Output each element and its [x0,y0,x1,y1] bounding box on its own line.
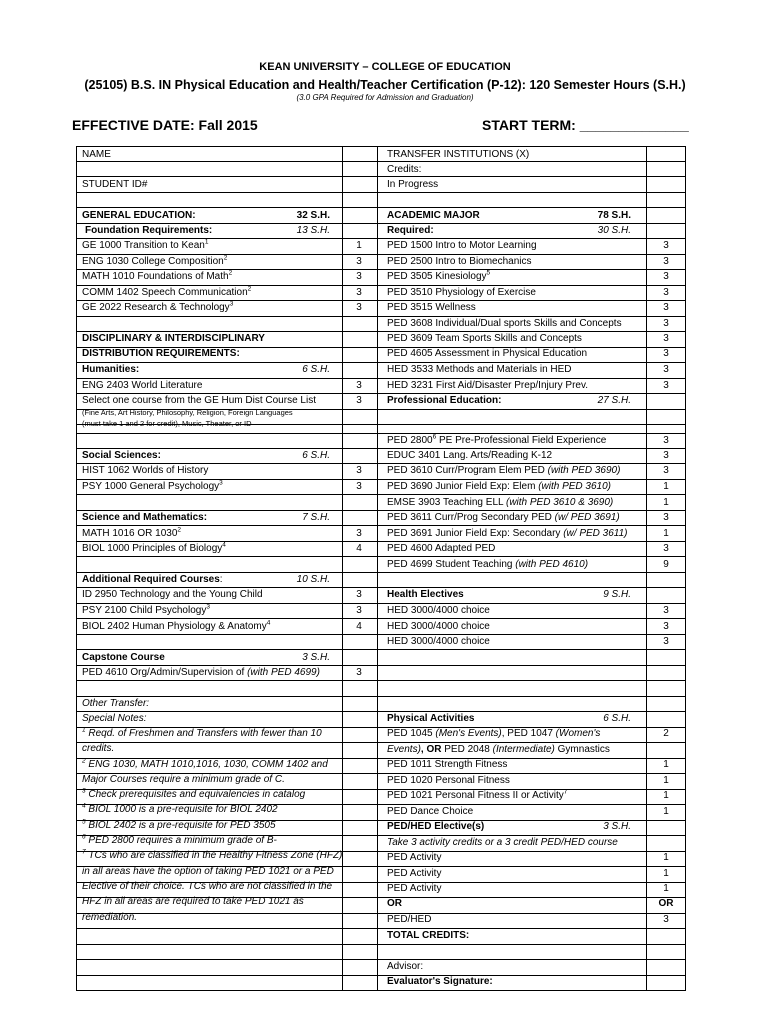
credit-ped4610: 3 [356,667,362,678]
student-id-label: STUDENT ID# [82,179,148,190]
course-ped1011: PED 1011 Strength Fitness [387,759,508,770]
course-ped-hed: PED/HED [387,914,432,925]
credit-id2950: 3 [356,589,362,600]
course-ped4610: PED 4610 Org/Admin/Supervision of (with PED 4699) [82,667,320,678]
footnote: $^6$ PED 2800 requires a minimum grade of B- [82,833,277,847]
credit-hed3533: 3 [663,364,669,375]
course-ped1020: PED 1020 Personal Fitness [387,775,510,786]
elective-instructions: Take 3 activity credits or a 3 credit PED/HED course [387,837,618,848]
course-hed-choice: HED 3000/4000 choice [387,605,490,616]
credit-psy2100: 3 [356,605,362,616]
credit-ped-activity: 1 [663,868,669,879]
science-math-heading: Science and Mathematics: 7 S.H. [82,512,330,523]
total-credits-label: TOTAL CREDITS: [387,930,470,941]
course-select-hum: Select one course from the GE Hum Dist Course List [82,395,316,406]
credits-label: Credits: [387,164,422,175]
credit-psy1000: 3 [356,481,362,492]
course-ped2500: PED 2500 Intro to Biomechanics [387,256,532,267]
credit-ped1500: 3 [663,240,669,251]
course-comm1402: COMM 1402 Speech Communication$^2$ [82,285,252,298]
special-notes-label: Special Notes: [82,713,147,724]
health-electives-heading: Health Electives 9 S.H. [387,589,631,600]
course-biol2402: BIOL 2402 Human Physiology & Anatomy$^4$ [82,619,271,632]
grid-row-line [76,944,686,945]
humanities-heading: Humanities: 6 S.H. [82,364,330,375]
course-biol1000: BIOL 1000 Principles of Biology$^4$ [82,541,226,554]
course-eng1030: ENG 1030 College Composition$^2$ [82,254,228,267]
course-ge2022: GE 2022 Research & Technology$^3$ [82,300,234,313]
gen-ed-heading: GENERAL EDUCATION: 32 S.H. [82,210,330,221]
credit-hist1062: 3 [356,465,362,476]
credit-ped3691: 1 [663,528,669,539]
credit-ped4600: 3 [663,543,669,554]
in-progress-label: In Progress [387,179,439,190]
course-ge1000: GE 1000 Transition to Kean$^1$ [82,238,209,251]
credit-ped3510: 3 [663,287,669,298]
credit-ped3505: 3 [663,271,669,282]
credit-hed-choice: 3 [663,605,669,616]
course-ped1021: PED 1021 Personal Fitness II or Activity$^7$ [387,788,568,801]
course-math1016: MATH 1016 OR 1030$^2$ [82,526,182,539]
credit-emse3903: 1 [663,497,669,508]
credit-comm1402: 3 [356,287,362,298]
credit-ped4605: 3 [663,348,669,359]
credit-ped1021: 1 [663,790,669,801]
course-dance: PED Dance Choice [387,806,474,817]
credit-ped1020: 1 [663,775,669,786]
credit-select-hum: 3 [356,395,362,406]
credit-educ3401: 3 [663,450,669,461]
social-sciences-heading: Social Sciences: 6 S.H. [82,450,330,461]
credit-ped3515: 3 [663,302,669,313]
footnotes [82,726,344,925]
credit-math1010: 3 [356,271,362,282]
credit-ped3608: 3 [663,318,669,329]
fine-arts-note-1: (Fine Arts, Art History, Philosophy, Religion, Foreign Languages [82,408,293,417]
additional-heading: Additional Required Courses: 10 S.H. [82,574,330,585]
major-heading: ACADEMIC MAJOR 78 S.H. [387,210,631,221]
university-title: KEAN UNIVERSITY – COLLEGE OF EDUCATION [259,61,511,73]
course-ped3505: PED 3505 Kinesiology$^5$ [387,269,491,282]
course-educ3401: EDUC 3401 Lang. Arts/Reading K-12 [387,450,553,461]
or-credit-label: OR [658,898,674,909]
start-term: START TERM: ______________ [482,117,689,133]
transfer-label: TRANSFER INSTITUTIONS (X) [387,149,530,160]
footnote: $^4$ BIOL 1000 is a pre-requisite for BIOL 2402 [82,803,278,816]
or-label: OR [387,898,402,909]
course-ped3610: PED 3610 Curr/Program Elem PED (with PED 3690) [387,465,621,476]
course-psy1000: PSY 1000 General Psychology$^3$ [82,479,223,492]
credit-ped4699: 9 [663,559,669,570]
foundation-heading: Foundation Requirements: 13 S.H. [85,225,330,236]
course-ped3608: PED 3608 Individual/Dual sports Skills and Concepts [387,318,622,329]
credit-ped3611: 3 [663,512,669,523]
fine-arts-note-2: (must take 1 and 2 for credit), Music, Theater, or ID [82,419,252,428]
credit-biol1000: 4 [356,543,362,554]
gpa-note: (3.0 GPA Required for Admission and Graduation) [296,93,474,102]
course-math1010: MATH 1010 Foundations of Math$^2$ [82,269,233,282]
credit-ped1045: 2 [663,728,669,739]
required-heading: Required: 30 S.H. [387,225,631,236]
course-emse3903: EMSE 3903 Teaching ELL (with PED 3610 & 3690) [387,497,614,508]
footnote: $^5$ BIOL 2402 is a pre-requisite for PED 3505 [82,818,276,831]
credit-ped-activity: 1 [663,883,669,894]
course-ped3690: PED 3690 Junior Field Exp: Elem (with PED 3610) [387,481,611,492]
disc-heading-2: DISTRIBUTION REQUIREMENTS: [82,348,240,359]
course-ped3609: PED 3609 Team Sports Skills and Concepts [387,333,582,344]
elective-heading: PED/HED Elective(s) 3 S.H. [387,821,631,832]
credit-ped3609: 3 [663,333,669,344]
credit-hed3231: 3 [663,380,669,391]
other-transfer-label: Other Transfer: [82,698,150,709]
course-hist1062: HIST 1062 Worlds of History [82,465,209,476]
credit-math1016: 3 [356,528,362,539]
credit-hed-choice: 3 [663,621,669,632]
course-ped4600: PED 4600 Adapted PED [387,543,496,554]
credit-ge1000: 1 [356,240,362,251]
course-ped1045-cont: Events), OR PED 2048 (Intermediate) Gymnastics [387,744,610,755]
course-ped1500: PED 1500 Intro to Motor Learning [387,240,537,251]
credit-eng1030: 3 [356,256,362,267]
footnote: $^7$ TCs who are classified in the Healthy Fitness Zone (HFZ) in all areas have the option of taking PED 1021 or a PED Elective of their choice. TCs who are not classified in the HFZ in all areas are required to take PED 1021 as remediation. [82,849,343,923]
credit-biol2402: 4 [356,621,362,632]
course-ped3691: PED 3691 Junior Field Exp: Secondary (w/ PED 3611) [387,528,628,539]
physical-activities-heading: Physical Activities 6 S.H. [387,713,631,724]
course-ped-activity: PED Activity [387,868,442,879]
credit-ped-hed: 3 [663,914,669,925]
evaluator-signature-label: Evaluator's Signature: [387,976,493,987]
course-hed-choice: HED 3000/4000 choice [387,621,490,632]
course-ped4699: PED 4699 Student Teaching (with PED 4610) [387,559,589,570]
advisor-label: Advisor: [387,961,424,972]
footnote: $^3$ Check prerequisites and equivalencies in catalog [82,787,306,801]
course-ped3510: PED 3510 Physiology of Exercise [387,287,536,298]
footnote: $^2$ ENG 1030, MATH 1010,1016, 1030, COMM 1402 and Major Courses require a minimum grade of C. [82,757,328,785]
credit-ped-activity: 1 [663,852,669,863]
name-label: NAME [82,149,111,160]
effective-date: EFFECTIVE DATE: Fall 2015 [72,117,258,133]
program-title: (25105) B.S. IN Physical Education and Health/Teacher Certification (P-12): 120 Semester Hours (S.H.) [84,78,686,92]
course-hed3231: HED 3231 First Aid/Disaster Prep/Injury Prev. [387,380,588,391]
credit-ped2500: 3 [663,256,669,267]
course-ped-activity: PED Activity [387,852,442,863]
course-ped4605: PED 4605 Assessment in Physical Education [387,348,588,359]
course-eng2403: ENG 2403 World Literature [82,380,203,391]
prof-ed-heading: Professional Education: 27 S.H. [387,395,631,406]
course-ped1045: PED 1045 (Men's Events), PED 1047 (Women's [387,728,601,739]
credit-dance: 1 [663,806,669,817]
credit-ped3690: 1 [663,481,669,492]
course-ped-activity: PED Activity [387,883,442,894]
credit-ped3610: 3 [663,465,669,476]
course-psy2100: PSY 2100 Child Psychology$^3$ [82,603,210,616]
course-hed-choice: HED 3000/4000 choice [387,636,490,647]
course-ped2800: PED 2800$^6$ PE Pre-Professional Field Experience [387,433,607,446]
credit-hed-choice: 3 [663,636,669,647]
course-ped3611: PED 3611 Curr/Prog Secondary PED (w/ PED 3691) [387,512,620,523]
credit-ge2022: 3 [356,302,362,313]
disc-heading-1: DISCIPLINARY & INTERDISCIPLINARY [82,333,265,344]
course-ped3515: PED 3515 Wellness [387,302,476,313]
course-id2950: ID 2950 Technology and the Young Child [82,589,263,600]
credit-ped1011: 1 [663,759,669,770]
capstone-heading: Capstone Course 3 S.H. [82,652,330,663]
credit-ped2800: 3 [663,435,669,446]
footnote: $^1$ Reqd. of Freshmen and Transfers with fewer than 10 credits. [82,726,322,755]
course-hed3533: HED 3533 Methods and Materials in HED [387,364,572,375]
credit-eng2403: 3 [356,380,362,391]
